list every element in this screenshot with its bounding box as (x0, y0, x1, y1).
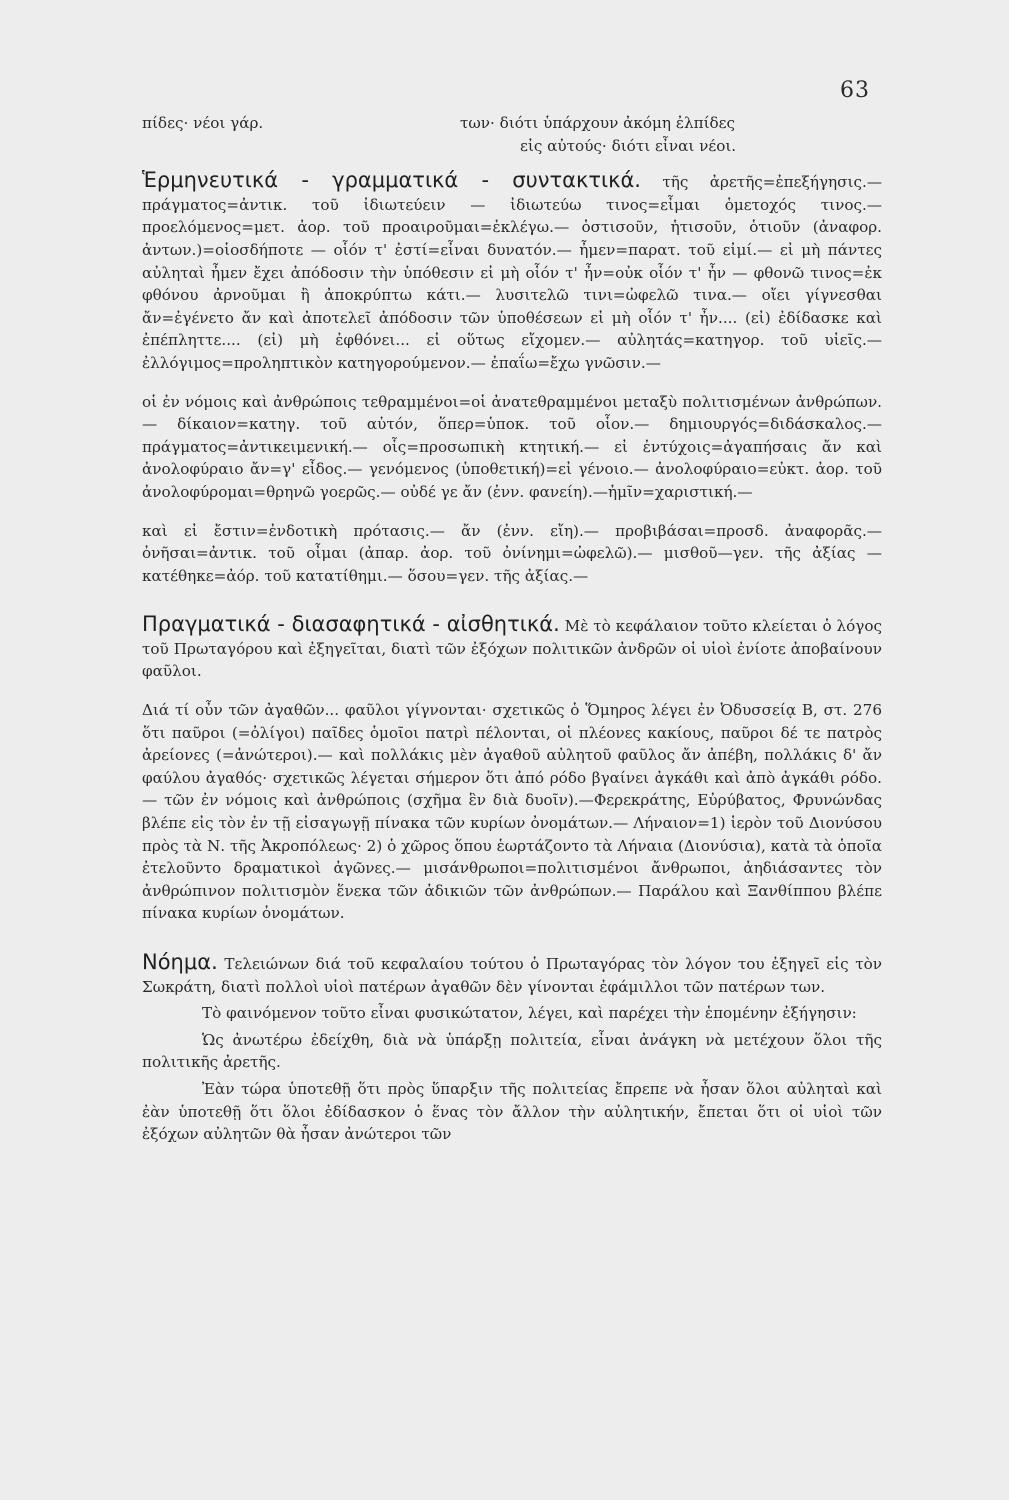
paragraph: καὶ εἰ ἔστιν=ἐνδοτικὴ πρότασις.— ἄν (ἐνν. εἴη).— προβιβάσαι=προσδ. ἀναφορᾶς.— ὀνῆσαι=ἀντικ. τοῦ οἶμαι (ἀπαρ. ἀορ. τοῦ ὀνίνημι=ὠφελῶ).— μισθοῦ—γεν. τῆς ἀξίας — κατέθηκε=ἀόρ. τοῦ κατατίθημι.— ὅσου=γεν. τῆς ἀξίας.— (142, 521, 882, 585)
section-heading: Πραγματικά - διασαφητικά - αἰσθητικά. (142, 612, 560, 637)
left-column-fragment: πίδες· νέοι γάρ. (142, 114, 264, 132)
paragraph-text: Τελειώνων διά τοῦ κεφαλαίου τούτου ὁ Πρωταγόρας τὸν λόγον του ἐξηγεῖ εἰς τὸν Σωκράτη, διατὶ πολλοὶ υἱοὶ πατέρων ἀγαθῶν δὲν γίνονται ἐφάμιλλοι τῶν πατέρων των. (142, 955, 883, 996)
paragraph: Τὸ φαινόμενον τοῦτο εἶναι φυσικώτατον, λέγει, καὶ παρέχει τὴν ἑπομένην ἐξήγησιν: (202, 1004, 857, 1023)
paragraph: Ἐὰν τώρα ὑποτεθῇ ὅτι πρὸς ὕπαρξιν τῆς πολιτείας ἔπρεπε νὰ ἦσαν ὅλοι αὐληταὶ καὶ ἐὰν ὑποτεθῇ ὅτι ὅλοι ἐδίδασκον ὁ ἕνας τὸν ἄλλον τὴν αὐλητικήν, ἔπεται ὅτι οἱ υἱοὶ τῶν ἐξόχων αὐλητῶν θὰ ἦσαν ἀνώτεροι τῶν (142, 1079, 882, 1144)
section-heading: Ἑρμηνευτικά - γραμματικά - συντακτικά. (142, 168, 641, 193)
paragraph: Διά τί οὖν τῶν ἀγαθῶν... φαῦλοι γίγνονται· σχετικῶς ὁ Ὅμηρος λέγει ἐν Ὀδυσσείᾳ Β, στ. 276 ὅτι παῦροι (=ὀλίγοι) παῖδες ὁμοῖοι πατρὶ πέλονται, οἱ πλέονες κακίους, παῦροι δέ τε πατρὸς ἀρείονες (=ἀνώτεροι).— καὶ πολλάκις μὲν ἀγαθοῦ αὐλητοῦ φαῦλος ἄν ἀπέβη, πολλάκις δ' ἄν φαύλου ἀγαθός· σχετικῶς λέγεται σήμερον ὅτι ἀπό ρόδο βγαίνει ἀγκάθι καὶ ἀπὸ ἀγκάθι ρόδο.— τῶν ἐν νόμοις καὶ ἀνθρώποις (σχῆμα ἓν διὰ δυοῖν).—Φερεκράτης, Εὐρύβατος, Φρυνώνδας βλέπε εἰς τὸν ἐν τῇ εἰσαγωγῇ πίνακα τῶν κυρίων ὀνομάτων.— Λήναιον=1) ἱερὸν τοῦ Διονύσου πρὸς τὰ Ν. τῆς Ἀκροπόλεως· 2) ὁ χῶρος ὅπου ἑωρτάζοντο τὰ Λήναια (Διονύσια), κατὰ τὰ ὁποῖα ἐτελοῦντο δραματικοὶ ἀγῶνες.— μισάνθρωποι=πολιτισμένοι ἄνθρωποι, ἀηδιάσαντες τὸν ἀνθρώπινον πολιτισμὸν ἕνεκα τῶν ἀδικιῶν τῶν ἀνθρώπων.— Παράλου καὶ Ξανθίππου βλέπε πίνακα κυρίων ὀνομάτων. (142, 701, 882, 923)
column-continuation (142, 112, 882, 157)
paragraph-text: Μὲ τὸ κεφάλαιον τοῦτο κλείεται ὁ λόγος τοῦ Πρωταγόρου καὶ ἐξηγεῖται, διατὶ τῶν ἐξόχων πολιτικῶν ἀνδρῶν οἱ υἱοὶ ἐνίοτε ἀποβαίνουν φαῦλοι. (142, 617, 883, 681)
right-column-line: των· διότι ὑπάρχουν ἀκόμη ἐλπίδες (460, 114, 736, 132)
paragraph (142, 169, 882, 374)
section-grammatical (142, 169, 882, 587)
section-meaning (142, 951, 882, 1146)
right-column-line: εἰς αὐτούς· διότι εἶναι νέοι. (520, 136, 737, 155)
page-content (142, 112, 882, 1146)
paragraph-text: τῆς ἀρετῆς=ἐπεξήγησις.— πράγματος=ἀντικ. τοῦ ἰδιωτεύειν — ἰδιωτεύω τινος=εἶμαι ὁμετοχός τινος.— προελόμενος=μετ. ἀορ. τοῦ προαιροῦμαι=ἐκλέγω.— ὁστισοῦν, ἡτισοῦν, ὁτιοῦν (ἀναφορ. ἀντων.)=οἱοσδήποτε — οἷόν τ' ἐστί=εἶναι δυνατόν.— ἦμεν=παρατ. τοῦ εἰμί.— εἰ μὴ πάντες αὐληταὶ ἦμεν ἔχει ἀπόδοσιν τὴν ὑπόθεσιν εἰ μὴ οἷόν τ' ἦν=οὐκ οἷόν τ' ἦν — φθονῶ τινος=ἐκ φθόνου ἀρνοῦμαι ἢ ἀποκρύπτω κάτι.— λυσιτελῶ τινι=ὠφελῶ τινα.— οἴει γίγνεσθαι ἄν=ἐγένετο ἄν καὶ ἀποτελεῖ ἀπόδοσιν τῶν ὑποθέσεων εἰ μὴ οἷόν τ' ἦν.... (εἰ) ἐδίδασκε καὶ ἐπέπληττε.... (εἰ) μὴ ἐφθόνει... εἰ οὕτως εἴχομεν.— αὐλητάς=κατηγορ. τοῦ υἱεῖς.— ἐλλόγιμος=προληπτικὸν κατηγορούμενον.— ἐπαΐω=ἔχω γνῶσιν.— (142, 173, 883, 372)
paragraph (142, 951, 882, 998)
paragraph: Ὡς ἀνωτέρω ἐδείχθη, διὰ νὰ ὑπάρξῃ πολιτεία, εἶναι ἀνάγκη νὰ μετέχουν ὅλοι τῆς πολιτικῆς ἀρετῆς. (142, 1030, 882, 1072)
section-factual (142, 613, 882, 925)
paragraph: οἱ ἐν νόμοις καὶ ἀνθρώποις τεθραμμένοι=οἱ ἀνατεθραμμένοι μεταξὺ πολιτισμένων ἀνθρώπων.— δίκαιον=κατηγ. τοῦ αὐτόν, ὅπερ=ὑποκ. τοῦ οἷον.— δημιουργός=διδάσκαλος.— πράγματος=ἀντικειμενική.— οἷς=προσωπικὴ κτητική.— εἰ ἐντύχοις=ἀγαπήσαις ἄν καὶ ἀνολοφύραιο ἄν=γ' εἶδος.— γενόμενος (ὑποθετική)=εἰ γένοιο.— ἀνολοφύραιο=εὐκτ. ἀορ. τοῦ ἀνολοφύρομαι=θρηνῶ γοερῶς.— οὐδέ γε ἄν (ἐνν. φανείη).—ἡμῖν=χαριστική.— (142, 392, 882, 501)
section-heading: Νόημα. (142, 950, 218, 974)
right-column-fragment (460, 112, 882, 157)
page-number: 63 (840, 78, 870, 103)
paragraph (142, 613, 882, 683)
